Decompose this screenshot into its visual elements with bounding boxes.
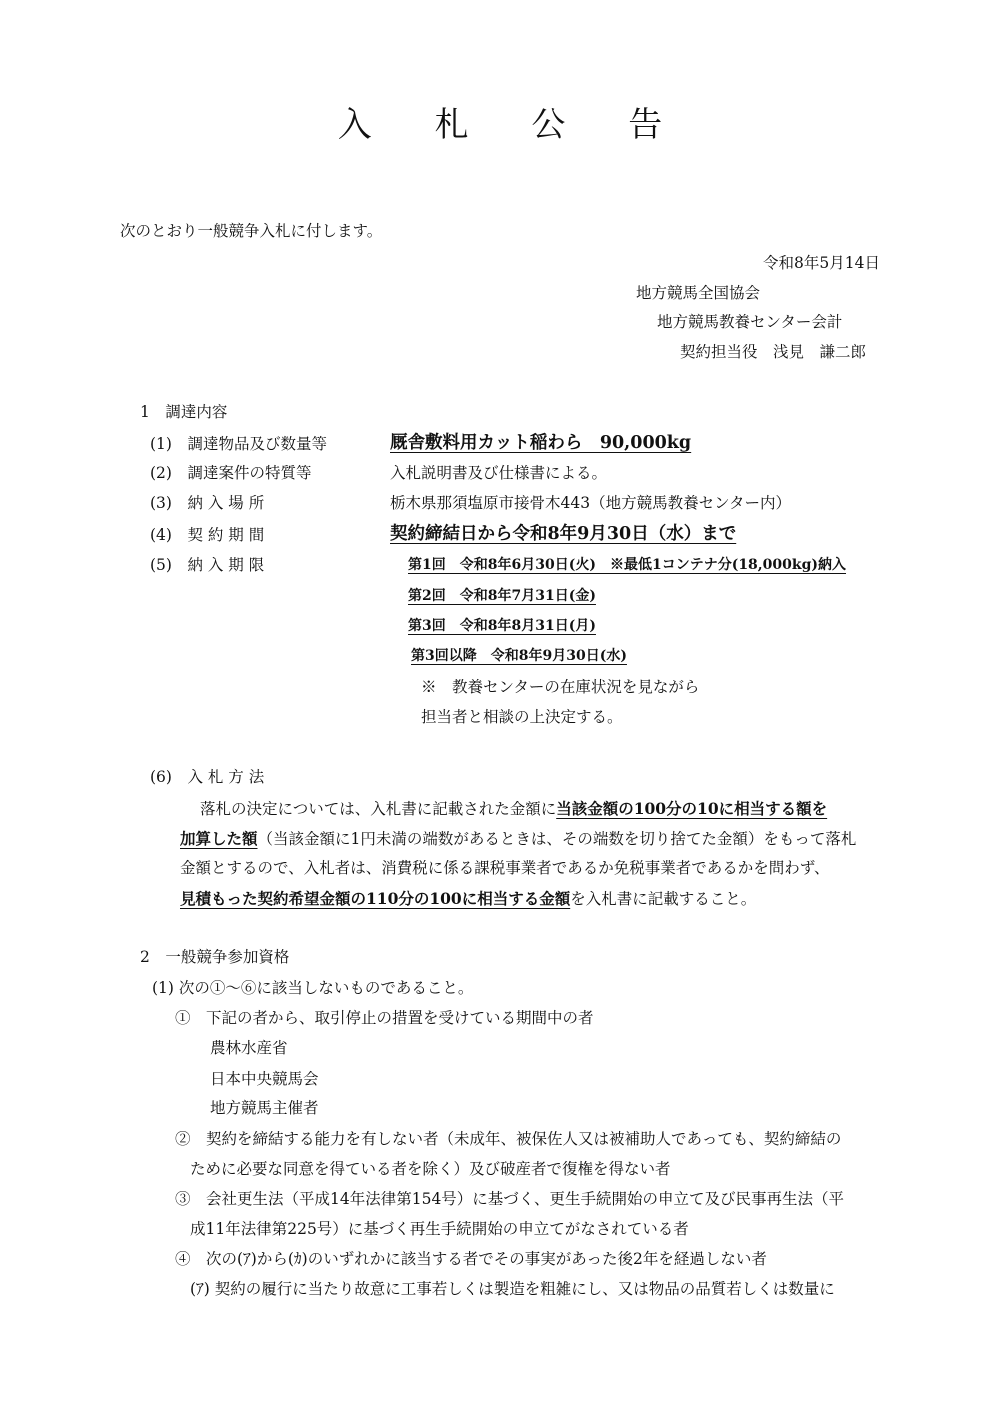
method-line-1 xyxy=(200,801,827,818)
intro-text: 次のとおり一般競争入札に付します。 xyxy=(120,222,383,240)
item1-value: 厩舎敷料用カット稲わら 90,000kg xyxy=(390,433,692,453)
item1-label: (1) 調達物品及び数量等 xyxy=(150,435,327,453)
section1-heading: 1 調達内容 xyxy=(140,403,228,421)
contract-officer: 契約担当役 浅見 謙二郎 xyxy=(680,343,867,361)
entity-item: 農林水産省 xyxy=(210,1039,288,1057)
schedule-item: 第3回 令和8年8月31日(月) xyxy=(408,618,596,634)
method-text: を入札書に記載すること。 xyxy=(570,890,757,908)
section2-item-cont: 成11年法律第225号）に基づく再生手続開始の申立てがなされている者 xyxy=(190,1220,689,1238)
notice-date: 令和8年5月14日 xyxy=(763,254,880,272)
method-line-2 xyxy=(180,831,856,848)
schedule-note: 担当者と相談の上決定する。 xyxy=(421,708,623,726)
item6-label: (6) 入 札 方 法 xyxy=(150,768,265,786)
entity-item: 日本中央競馬会 xyxy=(210,1070,319,1088)
item5-label: (5) 納 入 期 限 xyxy=(150,556,265,574)
department-name: 地方競馬教養センター会計 xyxy=(657,313,843,331)
method-emphasis: 当該金額の100分の10に相当する額を xyxy=(556,799,828,818)
method-emphasis: 加算した額 xyxy=(180,829,258,848)
section2-item: ③ 会社更生法（平成14年法律第154号）に基づく、更生手続開始の申立て及び民事再生法（平 xyxy=(175,1190,845,1208)
method-text: （当該金額に1円未満の端数があるときは、その端数を切り捨てた金額）をもって落札 xyxy=(257,830,857,848)
method-line-3: 金額とするので、入札者は、消費税に係る課税事業者であるか免税事業者であるかを問わず、 xyxy=(180,859,830,877)
schedule-item: 第3回以降 令和8年9月30日(水) xyxy=(411,648,627,664)
section2-item-cont: ために必要な同意を得ている者を除く）及び破産者で復権を得ない者 xyxy=(190,1160,671,1178)
section2-paragraph: (1) 次の①～⑥に該当しないものであること。 xyxy=(152,979,474,997)
method-text: 落札の決定については、入札書に記載された金額に xyxy=(200,800,557,818)
section2-item: ② 契約を締結する能力を有しない者（未成年、被保佐人又は被補助人であっても、契約締結の xyxy=(175,1130,842,1148)
method-emphasis: 見積もった契約希望金額の110分の100に相当する金額 xyxy=(180,889,571,908)
schedule-note: ※ 教養センターの在庫状況を見ながら xyxy=(421,678,700,696)
section2-item: ④ 次の(ｱ)から(ｶ)のいずれかに該当する者でその事実があった後2年を経過しない者 xyxy=(175,1250,767,1268)
section2-item: ① 下記の者から、取引停止の措置を受けている期間中の者 xyxy=(175,1009,594,1027)
schedule-item: 第1回 令和8年6月30日(火) ※最低1コンテナ分(18,000kg)納入 xyxy=(408,557,847,573)
item3-label: (3) 納 入 場 所 xyxy=(150,494,265,512)
entity-item: 地方競馬主催者 xyxy=(210,1099,319,1117)
document-title: 入 札 公 告 xyxy=(337,105,689,145)
item2-value: 入札説明書及び仕様書による。 xyxy=(390,464,608,482)
item4-value: 契約締結日から令和8年9月30日（水）まで xyxy=(390,524,737,544)
item3-value: 栃木県那須塩原市接骨木443（地方競馬教養センター内） xyxy=(390,494,791,512)
schedule-item: 第2回 令和8年7月31日(金) xyxy=(408,588,596,604)
method-line-4 xyxy=(180,891,756,908)
section2-heading: 2 一般競争参加資格 xyxy=(140,948,290,966)
item2-label: (2) 調達案件の特質等 xyxy=(150,464,312,482)
section2-subitem: (ｱ) 契約の履行に当たり故意に工事若しくは製造を粗雑にし、又は物品の品質若しくは数量に xyxy=(190,1280,835,1298)
organization-name: 地方競馬全国協会 xyxy=(636,284,761,302)
item4-label: (4) 契 約 期 間 xyxy=(150,526,265,544)
